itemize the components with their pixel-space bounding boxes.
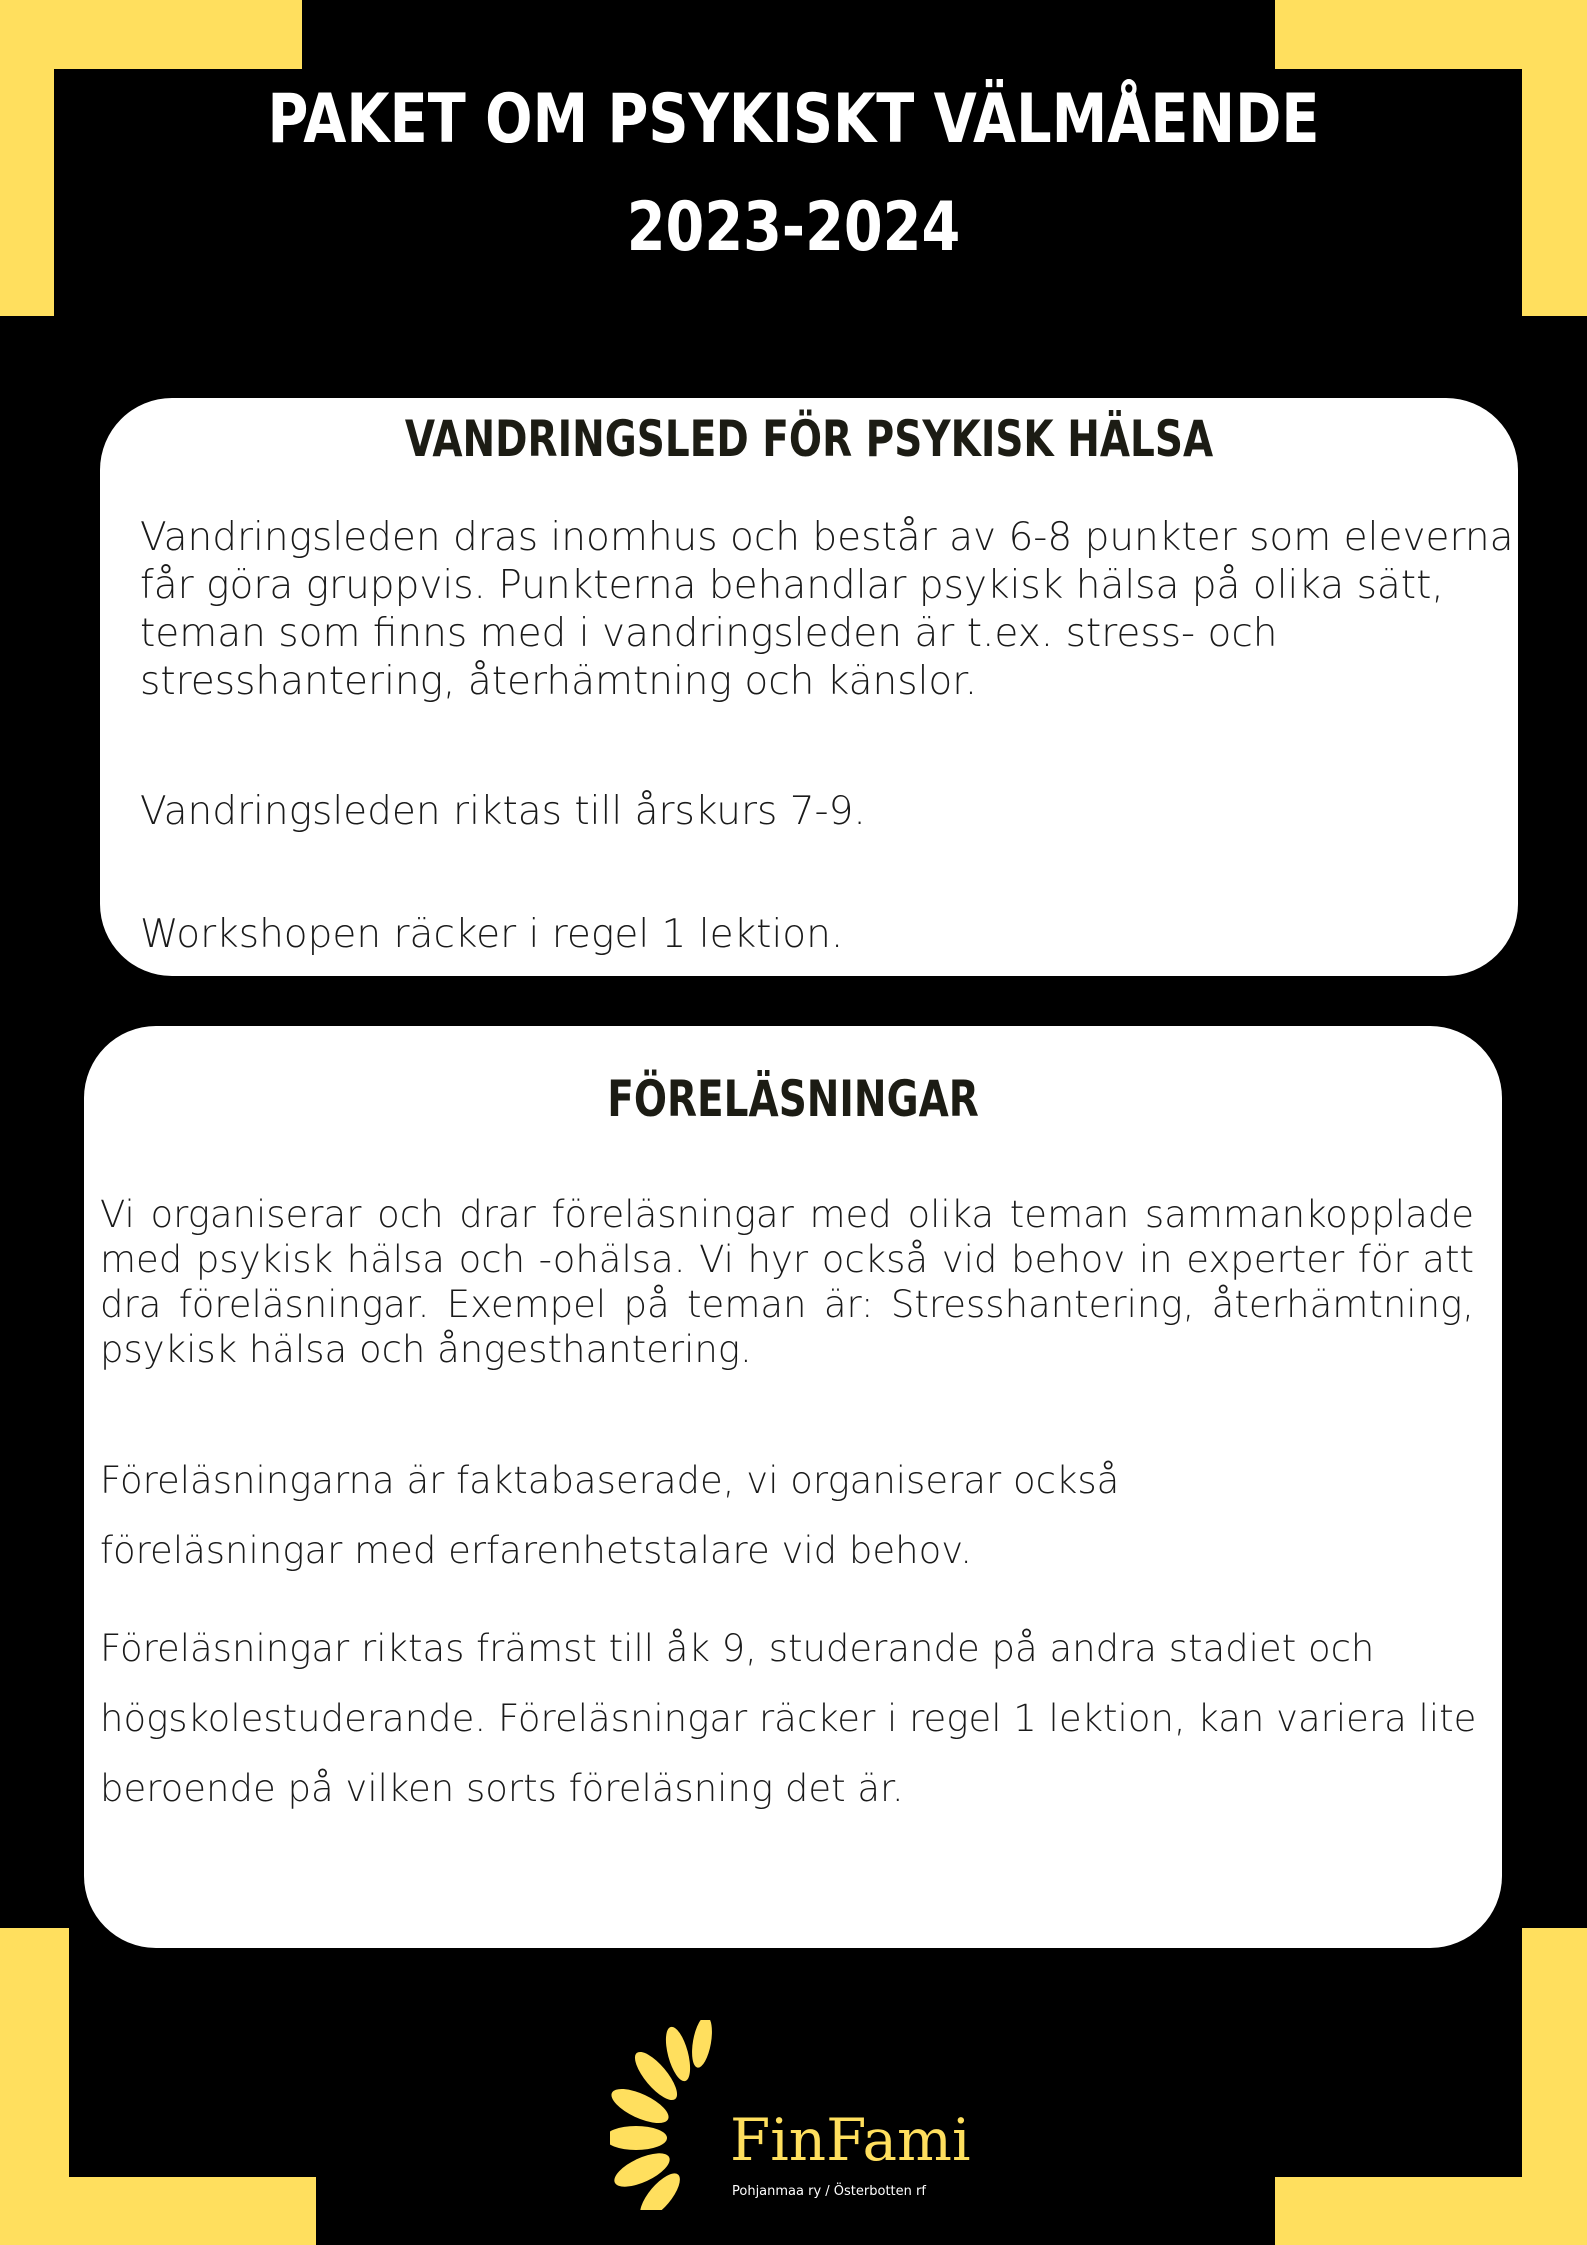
corner-bottom-right-horizontal bbox=[1275, 2177, 1587, 2245]
lectures-fact-based: Föreläsningarna är faktabaserade, vi organiserar också föreläsningar med erfarenhetstalare vid behov. bbox=[100, 1459, 1120, 1572]
walking-trail-heading: VANDRINGSLED FÖR PSYKISK HÄLSA bbox=[404, 410, 1214, 468]
walking-trail-description: Vandringsleden dras inomhus och består av 6-8 punkter som eleverna får göra gruppvis. Punkterna behandlar psykisk hälsa på olika sätt, teman som finns med i vandringsleden är t.ex. stress- och stresshantering, återhämtning och känslor. bbox=[140, 515, 1514, 704]
lectures-card bbox=[84, 1026, 1502, 1948]
lectures-target-group: Föreläsningar riktas främst till åk 9, studerande på andra stadiet och högskolestuderande. Föreläsningar räcker i regel 1 lektion, kan variera lite beroende på vilken sorts föreläsning det är. bbox=[100, 1627, 1477, 1810]
walking-trail-duration: Workshopen räcker i regel 1 lektion. bbox=[140, 912, 844, 957]
logo-name: FinFami bbox=[730, 2106, 971, 2174]
lectures-heading: FÖRELÄSNINGAR bbox=[607, 1070, 979, 1128]
corner-top-right-vertical bbox=[1522, 0, 1587, 316]
corner-top-left-vertical bbox=[0, 0, 54, 316]
finfami-logo bbox=[610, 2020, 1030, 2220]
page-title-line2: 2023-2024 bbox=[626, 188, 961, 267]
walking-trail-card bbox=[100, 398, 1518, 976]
logo-subtitle: Pohjanmaa ry / Österbotten rf bbox=[732, 2184, 926, 2199]
sunflower-icon bbox=[610, 2020, 740, 2210]
corner-bottom-left-horizontal bbox=[0, 2177, 316, 2245]
page-title-line1: PAKET OM PSYKISKT VÄLMÅENDE bbox=[267, 80, 1320, 159]
lectures-description: Vi organiserar och drar föreläsningar med olika teman sammankopplade med psykisk hälsa och -ohälsa. Vi hyr också vid behov in experter för att dra föreläsningar. Exempel på teman är: Stresshantering, återhämtning, psykisk hälsa och ångesthantering. bbox=[100, 1193, 1474, 1371]
walking-trail-target-group: Vandringsleden riktas till årskurs 7-9. bbox=[140, 789, 866, 834]
